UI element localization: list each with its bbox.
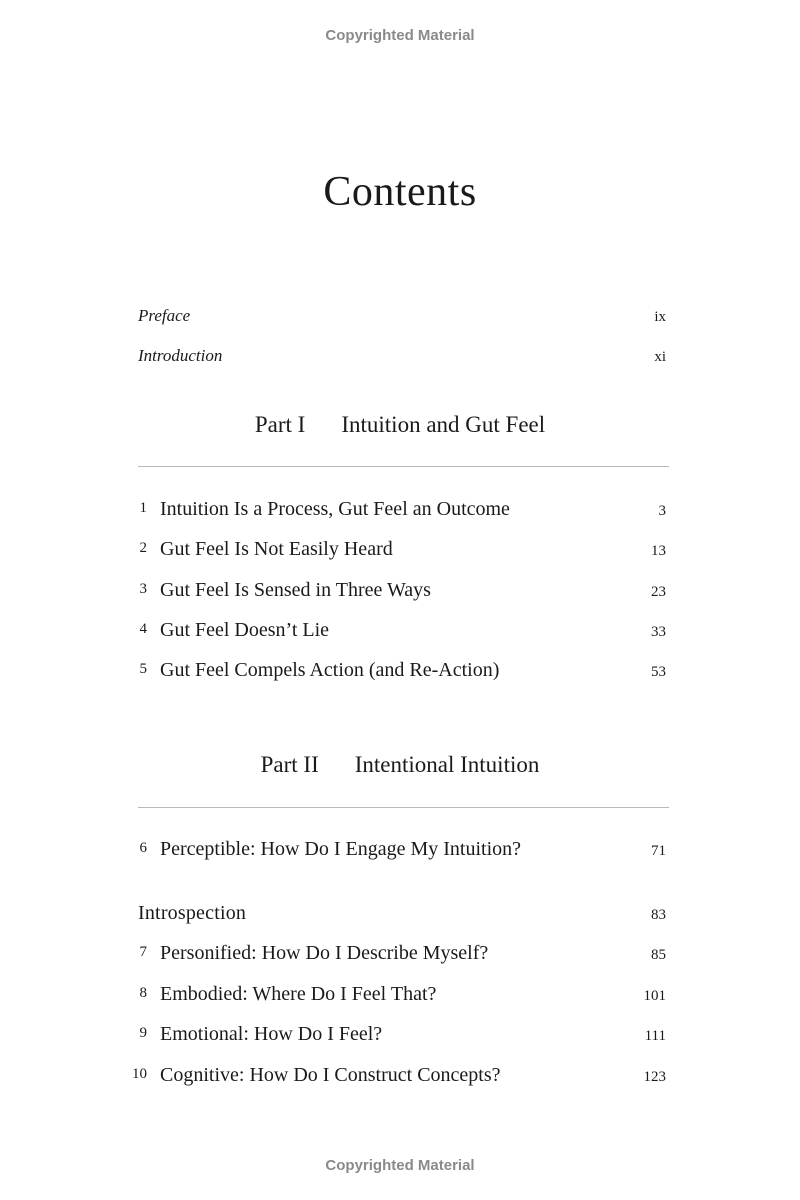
chapter-number: 10 — [132, 1066, 147, 1082]
toc-chapter-7[interactable] — [138, 942, 666, 968]
section-title: Introspection — [138, 902, 247, 924]
chapter-title: Gut Feel Compels Action (and Re-Action) — [160, 659, 500, 681]
toc-chapter-3[interactable] — [138, 579, 666, 605]
part-divider-2 — [138, 807, 669, 808]
toc-page-number: 23 — [651, 584, 666, 600]
toc-chapter-6[interactable] — [138, 838, 666, 864]
toc-page-number: 123 — [643, 1069, 666, 1085]
toc-page-number: 111 — [644, 1028, 666, 1044]
chapter-title: Gut Feel Doesn’t Lie — [160, 619, 330, 641]
chapter-number: 1 — [139, 500, 147, 516]
toc-entry-label: Introduction — [138, 346, 223, 365]
chapter-title: Emotional: How Do I Feel? — [160, 1023, 383, 1045]
toc-page-number: 33 — [651, 624, 666, 640]
part-title: Intentional Intuition — [354, 752, 540, 777]
toc-page-number: 101 — [643, 988, 666, 1004]
toc-chapter-5[interactable] — [138, 659, 666, 685]
chapter-title: Perceptible: How Do I Engage My Intuition? — [160, 838, 522, 860]
chapter-number: 9 — [139, 1025, 147, 1041]
toc-chapter-10[interactable] — [132, 1064, 666, 1090]
toc-page-number: 53 — [651, 664, 666, 680]
part-number: Part II — [260, 752, 319, 777]
copyright-watermark-top: Copyrighted Material — [325, 27, 475, 44]
toc-page-number: 3 — [658, 503, 666, 519]
toc-entry-label: Preface — [138, 306, 191, 325]
chapter-title: Gut Feel Is Sensed in Three Ways — [160, 579, 431, 601]
chapter-number: 4 — [139, 621, 147, 637]
page-title: Contents — [323, 169, 477, 215]
toc-page-number: 83 — [651, 907, 666, 923]
part-title: Intuition and Gut Feel — [341, 412, 546, 437]
toc-chapter-2[interactable] — [138, 538, 666, 564]
toc-section-introspection[interactable] — [138, 902, 666, 928]
toc-page-number: ix — [654, 309, 666, 325]
copyright-watermark-bottom: Copyrighted Material — [325, 1157, 475, 1174]
chapter-number: 2 — [139, 540, 147, 556]
toc-page-number: 13 — [651, 543, 666, 559]
part-heading-1 — [0, 412, 800, 438]
chapter-number: 5 — [139, 661, 147, 677]
chapter-title: Gut Feel Is Not Easily Heard — [160, 538, 393, 560]
part-heading-2 — [0, 752, 800, 778]
toc-chapter-8[interactable] — [138, 983, 666, 1009]
toc-entry-preface[interactable] — [138, 306, 666, 332]
chapter-number: 7 — [139, 944, 147, 960]
chapter-title: Personified: How Do I Describe Myself? — [160, 942, 489, 964]
toc-page-number: 71 — [651, 843, 666, 859]
toc-page-number: xi — [654, 349, 666, 365]
toc-chapter-4[interactable] — [138, 619, 666, 645]
chapter-title: Intuition Is a Process, Gut Feel an Outcome — [160, 498, 510, 520]
chapter-number: 6 — [139, 840, 147, 856]
chapter-number: 8 — [139, 985, 147, 1001]
chapter-number: 3 — [139, 581, 147, 597]
chapter-title: Cognitive: How Do I Construct Concepts? — [160, 1064, 501, 1086]
part-divider-1 — [138, 466, 669, 467]
toc-chapter-9[interactable] — [138, 1023, 666, 1049]
toc-page-number: 85 — [651, 947, 666, 963]
toc-chapter-1[interactable] — [138, 498, 666, 524]
toc-entry-introduction[interactable] — [138, 346, 666, 372]
part-number: Part I — [254, 412, 306, 437]
chapter-title: Embodied: Where Do I Feel That? — [160, 983, 437, 1005]
